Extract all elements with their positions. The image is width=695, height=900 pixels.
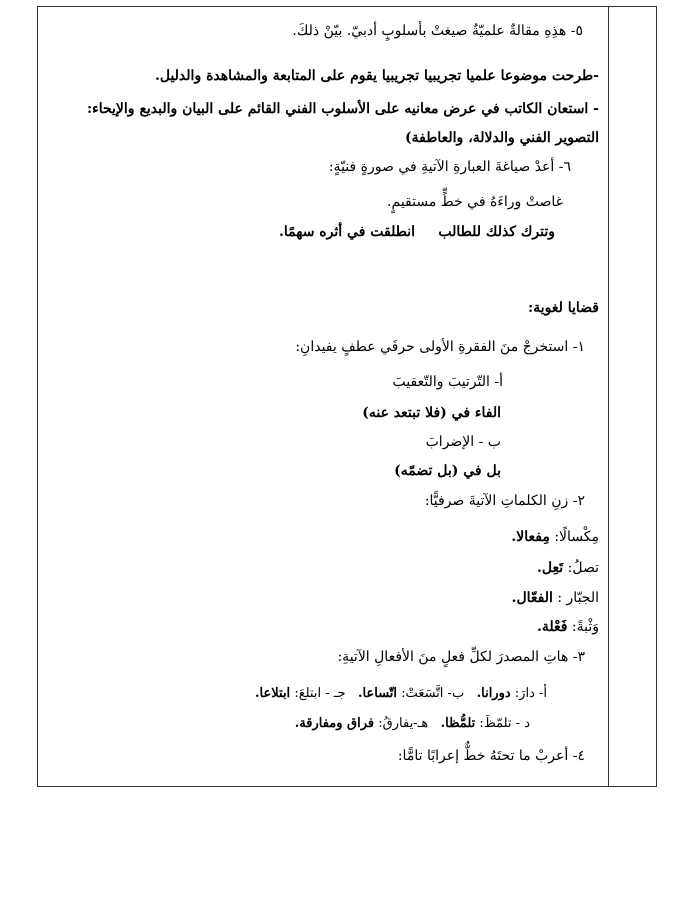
- item-2-word-1-label: مِكْسالًا:: [554, 529, 599, 545]
- question-6-phrase: غاصتْ وراءَهُ في خطٍّ مستقيمٍ.: [387, 194, 563, 210]
- item-2-word-4-label: وَثْبةً:: [571, 619, 599, 635]
- answer-5-line-2: - استعان الكاتب في عرض معانيه على الأسلوب الفني القائم على البيان والبديع والإيحاء:: [86, 101, 599, 117]
- section-title: قضايا لغوية:: [528, 300, 599, 316]
- content-frame: [37, 6, 657, 787]
- item-2-word-2-answer: تَعِل.: [537, 560, 564, 576]
- item-3-d-answer: تلمُّظا.: [440, 716, 476, 731]
- item-3-a-answer: دورانا.: [476, 686, 511, 701]
- item-3-c-answer: ابتلاعا.: [255, 686, 291, 701]
- item-1-question: ١- استخرجْ منَ الفقرةِ الأولى حرفَي عطفٍ يفيدانِ:: [295, 339, 585, 355]
- item-2-word-2: [537, 560, 599, 576]
- item-3-c-label: جـ - ابتلعَ:: [294, 686, 346, 701]
- answer-6-part-1: انطلقت في أثره سهمًا.: [279, 224, 415, 240]
- item-2-word-3-label: الجبّار :: [557, 590, 599, 606]
- item-3-d-label: د - تلمّظَ:: [479, 716, 530, 731]
- item-3-row-2: [295, 716, 530, 731]
- item-2-word-1-answer: مِفعالا.: [511, 529, 550, 545]
- item-3-b-label: ب- اتَّسَعَتْ:: [401, 686, 465, 701]
- item-2-word-4: [537, 619, 599, 635]
- item-2-word-1: [511, 529, 599, 545]
- item-4-question: ٤- أعربْ ما تحتَهُ خطٌّ إعرابًا تامًّا:: [397, 748, 585, 764]
- question-5: ٥- هذِهِ مقالةٌ علميّةٌ صيغتْ بأسلوبٍ أدبيّ. بيّنْ ذلكَ.: [292, 23, 583, 39]
- item-3-row-1: [255, 686, 547, 701]
- item-1-a-answer: الفاء في (فلا تبتعد عنه): [362, 405, 501, 421]
- item-3-a-label: أ- دارَ:: [514, 686, 547, 701]
- item-2-word-4-answer: فَعْلة.: [536, 619, 568, 635]
- answer-5-line-3: التصوير الفني والدلالة، والعاطفة): [405, 130, 599, 146]
- item-1-a: أ- التّرتيبَ والتّعقيبَ: [392, 374, 503, 390]
- item-2-word-3: [512, 590, 599, 606]
- item-1-b-answer: بل في (بل تضمّه): [394, 463, 501, 479]
- item-3-question: ٣- هاتِ المصدرَ لكلِّ فعلٍ منَ الأفعالِ الآتيةِ:: [337, 649, 585, 665]
- answer-5-line-1: -طرحت موضوعا علميا تجريبيا تجريبيا يقوم على المتابعة والمشاهدة والدليل.: [154, 68, 599, 84]
- question-6: ٦- أعدْ صياغةَ العبارةِ الآتيةِ في صورةٍ فنيّةٍ:: [328, 159, 571, 175]
- item-2-word-3-answer: الفعّال.: [511, 590, 553, 606]
- item-2-question: ٢- زنِ الكلماتِ الآتيةَ صرفيًّا:: [424, 493, 585, 509]
- item-3-e-answer: فراق ومفارقة.: [294, 716, 375, 731]
- item-3-b-answer: اتّساعا.: [357, 686, 398, 701]
- item-1-b: ب - الإضرابَ: [425, 434, 501, 450]
- item-2-word-2-label: تصلُ:: [567, 560, 599, 576]
- column-divider: [608, 6, 609, 787]
- item-3-e-label: هـ-يفارقُ:: [378, 716, 429, 731]
- answer-6-part-2: وتترك كذلك للطالب: [438, 224, 555, 240]
